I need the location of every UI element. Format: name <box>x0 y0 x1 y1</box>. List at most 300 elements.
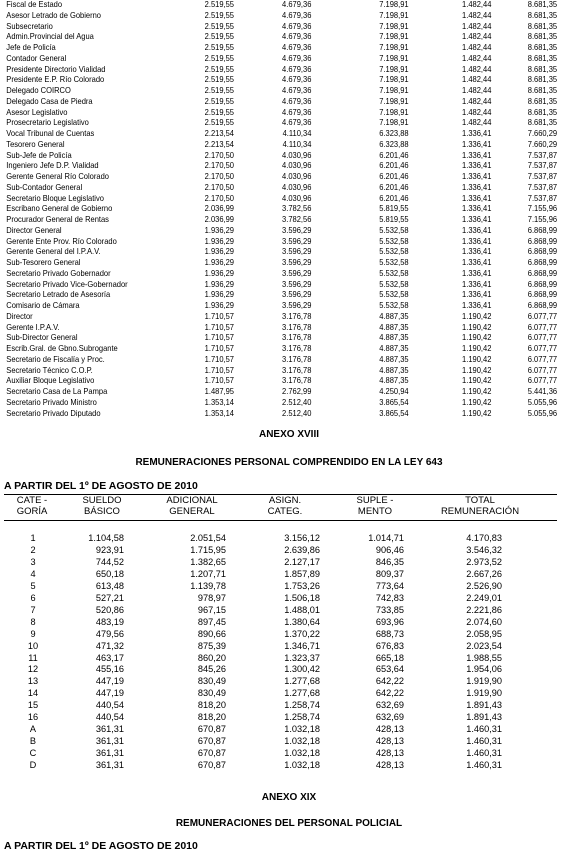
category-cell: C <box>29 748 37 759</box>
amount-cell: 818,20 <box>197 700 226 711</box>
table-row <box>0 396 558 408</box>
amount-cell: 632,69 <box>375 712 404 723</box>
amount-cell: 2.519,55 <box>204 20 234 31</box>
table-row <box>0 617 578 628</box>
table-row <box>0 181 558 193</box>
category-cell: 15 <box>27 700 39 711</box>
amount-cell: 8.681,35 <box>527 52 558 63</box>
amount-cell: 2.519,55 <box>204 85 234 95</box>
table-row <box>0 203 558 214</box>
table-row <box>0 605 578 616</box>
amount-cell: 1.190,42 <box>462 407 492 418</box>
amount-cell: 4.030,96 <box>282 192 312 203</box>
amount-cell: 2.519,55 <box>204 9 234 20</box>
position-name: Vocal Tribunal de Cuentas <box>6 128 95 138</box>
amount-cell: 361,31 <box>95 736 124 747</box>
amount-cell: 2.519,55 <box>204 74 234 85</box>
amount-cell: 773,64 <box>375 580 404 591</box>
amount-cell: 1.988,55 <box>466 652 502 663</box>
table-row <box>0 332 558 343</box>
header-rule-bottom <box>4 520 557 521</box>
amount-cell: 527,21 <box>95 592 124 603</box>
amount-cell: 4.679,36 <box>282 31 312 42</box>
position-name: Presidente E.P. Río Colorado <box>6 74 105 85</box>
amount-cell: 2.051,54 <box>190 533 226 543</box>
amount-cell: 6.868,99 <box>527 224 558 235</box>
category-cell: 6 <box>30 592 36 603</box>
amount-cell: 4.679,36 <box>282 117 312 128</box>
table-row <box>0 533 578 544</box>
header-adicional-general: ADICIONAL GENERAL <box>166 495 218 517</box>
amount-cell: 447,19 <box>95 688 124 699</box>
amount-cell: 1.353,14 <box>204 407 234 418</box>
table-row <box>0 235 558 247</box>
amount-cell: 1.104,58 <box>88 533 124 543</box>
amount-cell: 8.681,35 <box>527 63 558 74</box>
amount-cell: 1.710,57 <box>204 332 234 343</box>
table-row <box>0 128 558 139</box>
amount-cell: 1.207,71 <box>190 568 226 579</box>
amount-cell: 1.936,29 <box>204 224 234 235</box>
amount-cell: 4.887,35 <box>379 343 409 353</box>
amount-cell: 1.919,90 <box>466 676 502 687</box>
amount-cell: 2.170,50 <box>204 192 234 203</box>
table-row <box>0 760 578 771</box>
position-name: Secretario Casa de La Pampa <box>6 386 108 396</box>
amount-cell: 2.058,95 <box>466 628 502 639</box>
position-name: Secretario Privado Vice-Gobernador <box>6 278 128 289</box>
amount-cell: 7.198,91 <box>379 20 409 31</box>
table-row <box>0 736 578 747</box>
amount-cell: 2.213,54 <box>204 138 234 149</box>
amount-cell: 428,13 <box>375 724 404 735</box>
amount-cell: 5.532,58 <box>379 224 409 235</box>
amount-cell: 1.936,29 <box>204 278 234 289</box>
category-cell: D <box>29 760 37 771</box>
amount-cell: 3.596,29 <box>282 246 312 257</box>
amount-cell: 1.482,44 <box>462 117 492 128</box>
amount-cell: 1.710,57 <box>204 343 234 353</box>
category-cell: 16 <box>27 712 39 723</box>
amount-cell: 650,18 <box>95 568 124 579</box>
amount-cell: 1.336,41 <box>462 192 492 203</box>
anexo18-date-heading: A PARTIR DEL 1º DE AGOSTO DE 2010 <box>4 480 198 492</box>
amount-cell: 688,73 <box>375 628 404 639</box>
amount-cell: 923,91 <box>95 544 124 555</box>
amount-cell: 4.679,36 <box>282 9 312 20</box>
amount-cell: 4.887,35 <box>379 310 409 321</box>
amount-cell: 428,13 <box>375 736 404 747</box>
category-cell: 8 <box>30 616 36 627</box>
amount-cell: 2.127,17 <box>284 556 320 567</box>
amount-cell: 6.868,99 <box>527 257 558 267</box>
amount-cell: 5.532,58 <box>379 246 409 257</box>
amount-cell: 1.336,41 <box>462 257 492 267</box>
position-name: Contador General <box>6 52 67 63</box>
amount-cell: 1.936,29 <box>204 289 234 300</box>
amount-cell: 8.681,35 <box>527 95 558 106</box>
amount-cell: 6.077,77 <box>527 343 558 353</box>
table-row <box>0 20 558 32</box>
header-asign-categ: ASIGN. CATEG. <box>267 495 303 517</box>
category-cell: 2 <box>30 544 36 555</box>
category-cell: 10 <box>27 640 39 651</box>
amount-cell: 1.460,31 <box>466 736 502 747</box>
amount-cell: 8.681,35 <box>527 117 558 128</box>
amount-cell: 2.973,52 <box>466 556 502 567</box>
amount-cell: 4.030,96 <box>282 149 312 160</box>
amount-cell: 447,19 <box>95 676 124 687</box>
amount-cell: 7.198,91 <box>379 42 409 52</box>
amount-cell: 4.110,34 <box>282 128 312 138</box>
header-categoria: CATE - GORÍA <box>16 495 48 517</box>
amount-cell: 845,26 <box>197 664 226 675</box>
amount-cell: 2.512,40 <box>282 396 312 407</box>
amount-cell: 1.336,41 <box>462 160 492 171</box>
amount-cell: 4.110,34 <box>282 138 312 149</box>
amount-cell: 7.660,29 <box>527 128 558 138</box>
amount-cell: 8.681,35 <box>527 106 558 117</box>
amount-cell: 4.679,36 <box>282 42 312 52</box>
amount-cell: 1.753,26 <box>284 580 320 591</box>
table-row <box>0 52 558 64</box>
category-cell: 7 <box>30 604 36 615</box>
anexo19-title: ANEXO XIX <box>261 792 317 803</box>
amount-cell: 1.336,41 <box>462 214 492 224</box>
amount-cell: 1.336,41 <box>462 246 492 257</box>
category-cell: 5 <box>30 580 36 591</box>
table-row <box>0 581 578 592</box>
position-name: Director <box>6 310 33 321</box>
amount-cell: 670,87 <box>197 748 226 759</box>
amount-cell: 6.201,46 <box>379 192 409 203</box>
amount-cell: 1.190,42 <box>462 386 492 396</box>
amount-cell: 1.190,42 <box>462 332 492 343</box>
table-row <box>0 149 558 161</box>
amount-cell: 1.190,42 <box>462 364 492 375</box>
table-row <box>0 0 558 10</box>
amount-cell: 8.681,35 <box>527 85 558 95</box>
table-row <box>0 74 558 85</box>
amount-cell: 4.679,36 <box>282 20 312 31</box>
amount-cell: 6.868,99 <box>527 278 558 289</box>
amount-cell: 1.506,18 <box>284 592 320 603</box>
table-row <box>0 257 558 268</box>
amount-cell: 3.596,29 <box>282 235 312 246</box>
amount-cell: 1.336,41 <box>462 278 492 289</box>
amount-cell: 1.336,41 <box>462 171 492 181</box>
amount-cell: 1.857,89 <box>284 568 320 579</box>
amount-cell: 693,96 <box>375 616 404 627</box>
amount-cell: 7.198,91 <box>379 85 409 95</box>
amount-cell: 8.681,35 <box>527 9 558 20</box>
amount-cell: 1.936,29 <box>204 257 234 267</box>
table-row <box>0 267 558 279</box>
amount-cell: 1.190,42 <box>462 353 492 364</box>
category-cell: 13 <box>27 676 39 687</box>
position-name: Procurador General de Rentas <box>6 214 109 224</box>
position-name: Sub-Tesorero General <box>6 257 81 267</box>
category-cell: 9 <box>30 628 36 639</box>
amount-cell: 1.715,95 <box>190 544 226 555</box>
amount-cell: 1.370,22 <box>284 628 320 639</box>
amount-cell: 7.155,96 <box>527 203 558 214</box>
amount-cell: 1.346,71 <box>284 640 320 651</box>
amount-cell: 1.488,01 <box>284 604 320 615</box>
amount-cell: 2.519,55 <box>204 63 234 74</box>
position-name: Auxiliar Bloque Legislativo <box>6 375 95 386</box>
amount-cell: 7.155,96 <box>527 214 558 224</box>
amount-cell: 1.336,41 <box>462 128 492 138</box>
amount-cell: 809,37 <box>375 568 404 579</box>
amount-cell: 3.596,29 <box>282 267 312 278</box>
table-row <box>0 31 558 42</box>
amount-cell: 6.201,46 <box>379 160 409 171</box>
amount-cell: 6.323,88 <box>379 128 409 138</box>
amount-cell: 3.176,78 <box>282 310 312 321</box>
position-name: Gerente General Río Colorado <box>6 171 109 181</box>
amount-cell: 5.532,58 <box>379 289 409 300</box>
amount-cell: 4.679,36 <box>282 85 312 95</box>
amount-cell: 7.198,91 <box>379 63 409 74</box>
position-name: Director General <box>6 224 62 235</box>
position-name: Secretario Privado Ministro <box>6 396 97 407</box>
amount-cell: 2.170,50 <box>204 181 234 192</box>
amount-cell: 4.170,83 <box>466 533 502 543</box>
table-row <box>0 63 558 75</box>
position-name: Delegado Casa de Piedra <box>6 95 93 106</box>
table-row <box>0 160 558 171</box>
table-row <box>0 246 558 257</box>
amount-cell: 361,31 <box>95 724 124 735</box>
amount-cell: 5.532,58 <box>379 300 409 310</box>
amount-cell: 1.382,65 <box>190 556 226 567</box>
amount-cell: 3.176,78 <box>282 375 312 386</box>
amount-cell: 3.546,32 <box>466 544 502 555</box>
amount-cell: 1.936,29 <box>204 267 234 278</box>
amount-cell: 2.170,50 <box>204 149 234 160</box>
amount-cell: 2.519,55 <box>204 42 234 52</box>
amount-cell: 670,87 <box>197 736 226 747</box>
amount-cell: 3.176,78 <box>282 364 312 375</box>
amount-cell: 1.336,41 <box>462 289 492 300</box>
table-row <box>0 569 578 580</box>
amount-cell: 2.512,40 <box>282 407 312 418</box>
amount-cell: 3.176,78 <box>282 332 312 343</box>
amount-cell: 7.198,91 <box>379 117 409 128</box>
amount-cell: 4.887,35 <box>379 375 409 386</box>
amount-cell: 520,86 <box>95 604 124 615</box>
amount-cell: 463,17 <box>95 652 124 663</box>
position-name: Secretario Bloque Legislativo <box>6 192 104 203</box>
amount-cell: 613,48 <box>95 580 124 591</box>
amount-cell: 3.865,54 <box>379 407 409 418</box>
position-name: Escrib.Gral. de Gbno.Subrogante <box>6 343 118 353</box>
amount-cell: 1.710,57 <box>204 321 234 332</box>
anexo18-title: ANEXO XVIII <box>258 429 319 440</box>
amount-cell: 2.213,54 <box>204 128 234 138</box>
amount-cell: 6.201,46 <box>379 149 409 160</box>
position-name: Comisario de Cámara <box>6 300 80 310</box>
amount-cell: 4.250,94 <box>379 386 409 396</box>
amount-cell: 6.868,99 <box>527 246 558 257</box>
amount-cell: 1.258,74 <box>284 712 320 723</box>
amount-cell: 1.014,71 <box>368 533 404 543</box>
amount-cell: 6.323,88 <box>379 138 409 149</box>
position-name: Sub-Contador General <box>6 181 83 192</box>
amount-cell: 1.482,44 <box>462 95 492 106</box>
amount-cell: 8.681,35 <box>527 31 558 42</box>
amount-cell: 1.336,41 <box>462 181 492 192</box>
amount-cell: 6.077,77 <box>527 332 558 343</box>
amount-cell: 6.077,77 <box>527 310 558 321</box>
table-row <box>0 289 558 300</box>
amount-cell: 6.201,46 <box>379 181 409 192</box>
amount-cell: 967,15 <box>197 604 226 615</box>
amount-cell: 3.176,78 <box>282 321 312 332</box>
amount-cell: 1.710,57 <box>204 310 234 321</box>
amount-cell: 3.596,29 <box>282 278 312 289</box>
amount-cell: 8.681,35 <box>527 74 558 85</box>
amount-cell: 1.032,18 <box>284 748 320 759</box>
amount-cell: 3.596,29 <box>282 289 312 300</box>
amount-cell: 3.596,29 <box>282 224 312 235</box>
amount-cell: 1.258,74 <box>284 700 320 711</box>
position-name: Asesor Legislativo <box>6 106 68 117</box>
amount-cell: 2.667,26 <box>466 568 502 579</box>
amount-cell: 632,69 <box>375 700 404 711</box>
amount-cell: 1.380,64 <box>284 616 320 627</box>
amount-cell: 5.441,36 <box>527 386 558 396</box>
amount-cell: 7.660,29 <box>527 138 558 149</box>
amount-cell: 7.198,91 <box>379 95 409 106</box>
table-row <box>0 724 578 735</box>
category-cell: 12 <box>27 664 39 675</box>
amount-cell: 665,18 <box>375 652 404 663</box>
amount-cell: 1.190,42 <box>462 396 492 407</box>
amount-cell: 4.887,35 <box>379 353 409 364</box>
amount-cell: 653,64 <box>375 664 404 675</box>
amount-cell: 2.170,50 <box>204 171 234 181</box>
category-cell: B <box>29 736 37 747</box>
amount-cell: 1.336,41 <box>462 138 492 149</box>
position-name: Fiscal de Estado <box>6 0 63 9</box>
amount-cell: 1.336,41 <box>462 224 492 235</box>
amount-cell: 3.596,29 <box>282 257 312 267</box>
amount-cell: 1.482,44 <box>462 74 492 85</box>
amount-cell: 4.887,35 <box>379 321 409 332</box>
amount-cell: 1.710,57 <box>204 364 234 375</box>
amount-cell: 1.936,29 <box>204 235 234 246</box>
amount-cell: 4.030,96 <box>282 181 312 192</box>
amount-cell: 3.156,12 <box>284 533 320 543</box>
table-row <box>0 712 578 723</box>
amount-cell: 1.482,44 <box>462 63 492 74</box>
amount-cell: 6.077,77 <box>527 364 558 375</box>
amount-cell: 4.887,35 <box>379 364 409 375</box>
position-name: Secretario Privado Diputado <box>6 407 101 418</box>
amount-cell: 2.519,55 <box>204 52 234 63</box>
amount-cell: 8.681,35 <box>527 20 558 31</box>
table-row <box>0 321 558 333</box>
amount-cell: 1.482,44 <box>462 9 492 20</box>
amount-cell: 2.036,99 <box>204 203 234 214</box>
amount-cell: 4.679,36 <box>282 0 312 9</box>
amount-cell: 3.596,29 <box>282 300 312 310</box>
amount-cell: 7.537,87 <box>527 171 558 181</box>
amount-cell: 5.055,96 <box>527 396 558 407</box>
amount-cell: 642,22 <box>375 676 404 687</box>
amount-cell: 428,13 <box>375 760 404 771</box>
amount-cell: 1.190,42 <box>462 375 492 386</box>
amount-cell: 1.936,29 <box>204 300 234 310</box>
amount-cell: 2.170,50 <box>204 160 234 171</box>
table-row <box>0 42 558 53</box>
amount-cell: 1.919,90 <box>466 688 502 699</box>
table-row <box>0 545 578 556</box>
table-row <box>0 310 558 322</box>
position-name: Secretario Privado Gobernador <box>6 267 111 278</box>
amount-cell: 8.681,35 <box>527 0 558 9</box>
amount-cell: 2.074,60 <box>466 616 502 627</box>
position-name: Secretario Técnico C.O.P. <box>6 364 93 375</box>
amount-cell: 1.336,41 <box>462 149 492 160</box>
position-name: Delegado COIRCO <box>6 85 71 95</box>
amount-cell: 1.323,37 <box>284 652 320 663</box>
header-suplemento: SUPLE - MENTO <box>356 495 394 517</box>
position-name: Ingeniero Jefe D.P. Vialidad <box>6 160 99 171</box>
table-row <box>0 353 558 365</box>
table-row <box>0 138 558 150</box>
amount-cell: 483,19 <box>95 616 124 627</box>
amount-cell: 3.782,56 <box>282 203 312 214</box>
amount-cell: 2.023,54 <box>466 640 502 651</box>
amount-cell: 5.532,58 <box>379 257 409 267</box>
amount-cell: 733,85 <box>375 604 404 615</box>
amount-cell: 1.190,42 <box>462 321 492 332</box>
amount-cell: 4.679,36 <box>282 106 312 117</box>
amount-cell: 428,13 <box>375 748 404 759</box>
amount-cell: 1.277,68 <box>284 676 320 687</box>
amount-cell: 7.198,91 <box>379 52 409 63</box>
amount-cell: 4.679,36 <box>282 74 312 85</box>
position-name: Gerente I.P.A.V. <box>6 321 60 332</box>
amount-cell: 1.032,18 <box>284 724 320 735</box>
amount-cell: 1.190,42 <box>462 310 492 321</box>
table-row <box>0 95 558 107</box>
amount-cell: 3.865,54 <box>379 396 409 407</box>
amount-cell: 440,54 <box>95 712 124 723</box>
amount-cell: 2.519,55 <box>204 31 234 42</box>
amount-cell: 471,32 <box>95 640 124 651</box>
table-row <box>0 386 558 397</box>
anexo18-subtitle: REMUNERACIONES PERSONAL COMPRENDIDO EN LA LEY 643 <box>135 457 443 468</box>
position-name: Subsecretario <box>6 20 53 31</box>
amount-cell: 818,20 <box>197 712 226 723</box>
amount-cell: 1.139,78 <box>190 580 226 591</box>
position-name: Admin.Provincial del Agua <box>6 31 94 42</box>
position-name: Sub-Director General <box>6 332 78 343</box>
table-row <box>0 629 578 640</box>
amount-cell: 1.482,44 <box>462 106 492 117</box>
amount-cell: 7.198,91 <box>379 9 409 20</box>
amount-cell: 1.891,43 <box>466 712 502 723</box>
amount-cell: 6.077,77 <box>527 375 558 386</box>
amount-cell: 455,16 <box>95 664 124 675</box>
amount-cell: 1.460,31 <box>466 748 502 759</box>
amount-cell: 6.868,99 <box>527 267 558 278</box>
amount-cell: 744,52 <box>95 556 124 567</box>
